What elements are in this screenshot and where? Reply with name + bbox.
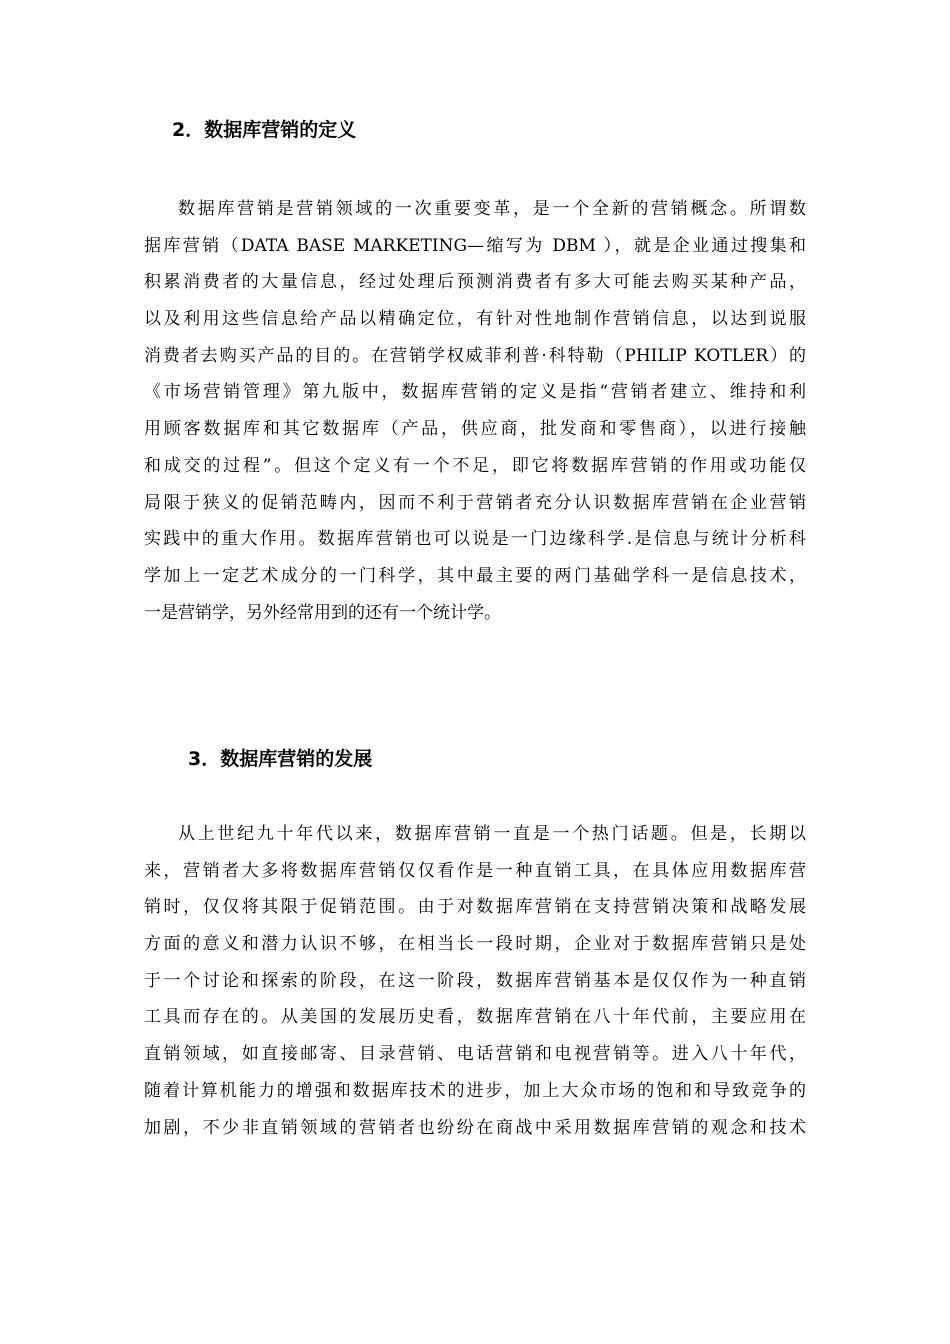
paragraph-definition <box>144 191 806 631</box>
paragraph-line: 直销领域，如直接邮寄、目录营销、电话营销和电视营销等。进入八十年代， <box>144 1044 806 1065</box>
paragraph-line: 用顾客数据库和其它数据库（产品，供应商，批发商和零售商），以进行接触 <box>144 419 806 440</box>
paragraph-line: 从上世纪九十年代以来，数据库营销一直是一个热门话题。但是，长期以 <box>178 824 806 844</box>
paragraph-line: 方面的意义和潜力认识不够，在相当长一段时期，企业对于数据库营销只是处 <box>144 934 806 955</box>
paragraph-line: 一是营销学，另外经常用到的还有一个统计学。 <box>144 602 501 623</box>
paragraph-line: 学加上一定艺术成分的一门科学，其中最主要的两门基础学科一是信息技术， <box>144 565 806 586</box>
paragraph-line: 以及利用这些信息给产品以精确定位，有针对性地制作营销信息，以达到说服 <box>144 309 806 330</box>
paragraph-line: 数据库营销是营销领域的一次重要变革，是一个全新的营销概念。所谓数 <box>178 199 806 219</box>
paragraph-line: 和成交的过程”。但这个定义有一个不足，即它将数据库营销的作用或功能仅 <box>144 455 806 476</box>
paragraph-line: 销时，仅仅将其限于促销范围。由于对数据库营销在支持营销决策和战略发展 <box>144 897 806 918</box>
paragraph-line: 工具而存在的。从美国的发展历史看，数据库营销在八十年代前，主要应用在 <box>144 1007 806 1028</box>
paragraph-line: 实践中的重大作用。数据库营销也可以说是一门边缘科学.是信息与统计分析科 <box>144 529 806 550</box>
paragraph-line: 局限于狭义的促销范畴内，因而不利于营销者充分认识数据库营销在企业营销 <box>144 492 806 513</box>
paragraph-line: 积累消费者的大量信息，经过处理后预测消费者有多大可能去购买某种产品， <box>144 272 806 293</box>
paragraph-line: 随着计算机能力的增强和数据库技术的进步，加上大众市场的饱和和导致竞争的 <box>144 1080 806 1101</box>
section-heading-3: 3．数据库营销的发展 <box>188 748 373 770</box>
paragraph-line: 据库营销（DATA BASE MARKETING—缩写为 DBM ），就是企业通过搜集和 <box>144 235 806 256</box>
paragraph-line: 于一个讨论和探索的阶段，在这一阶段，数据库营销基本是仅仅作为一种直销 <box>144 970 806 991</box>
paragraph-line: 《市场营销管理》第九版中，数据库营销的定义是指“营销者建立、维持和利 <box>144 382 806 403</box>
paragraph-line: 加剧，不少非直销领域的营销者也纷纷在商战中采用数据库营销的观念和技术 <box>144 1117 806 1138</box>
paragraph-line: 消费者去购买产品的目的。在营销学权威菲利普·科特勒（PHILIP KOTLER）的 <box>144 345 806 366</box>
section-heading-2: 2．数据库营销的定义 <box>172 119 357 141</box>
paragraph-line: 来，营销者大多将数据库营销仅仅看作是一种直销工具，在具体应用数据库营 <box>144 860 806 881</box>
paragraph-development <box>144 816 806 1146</box>
